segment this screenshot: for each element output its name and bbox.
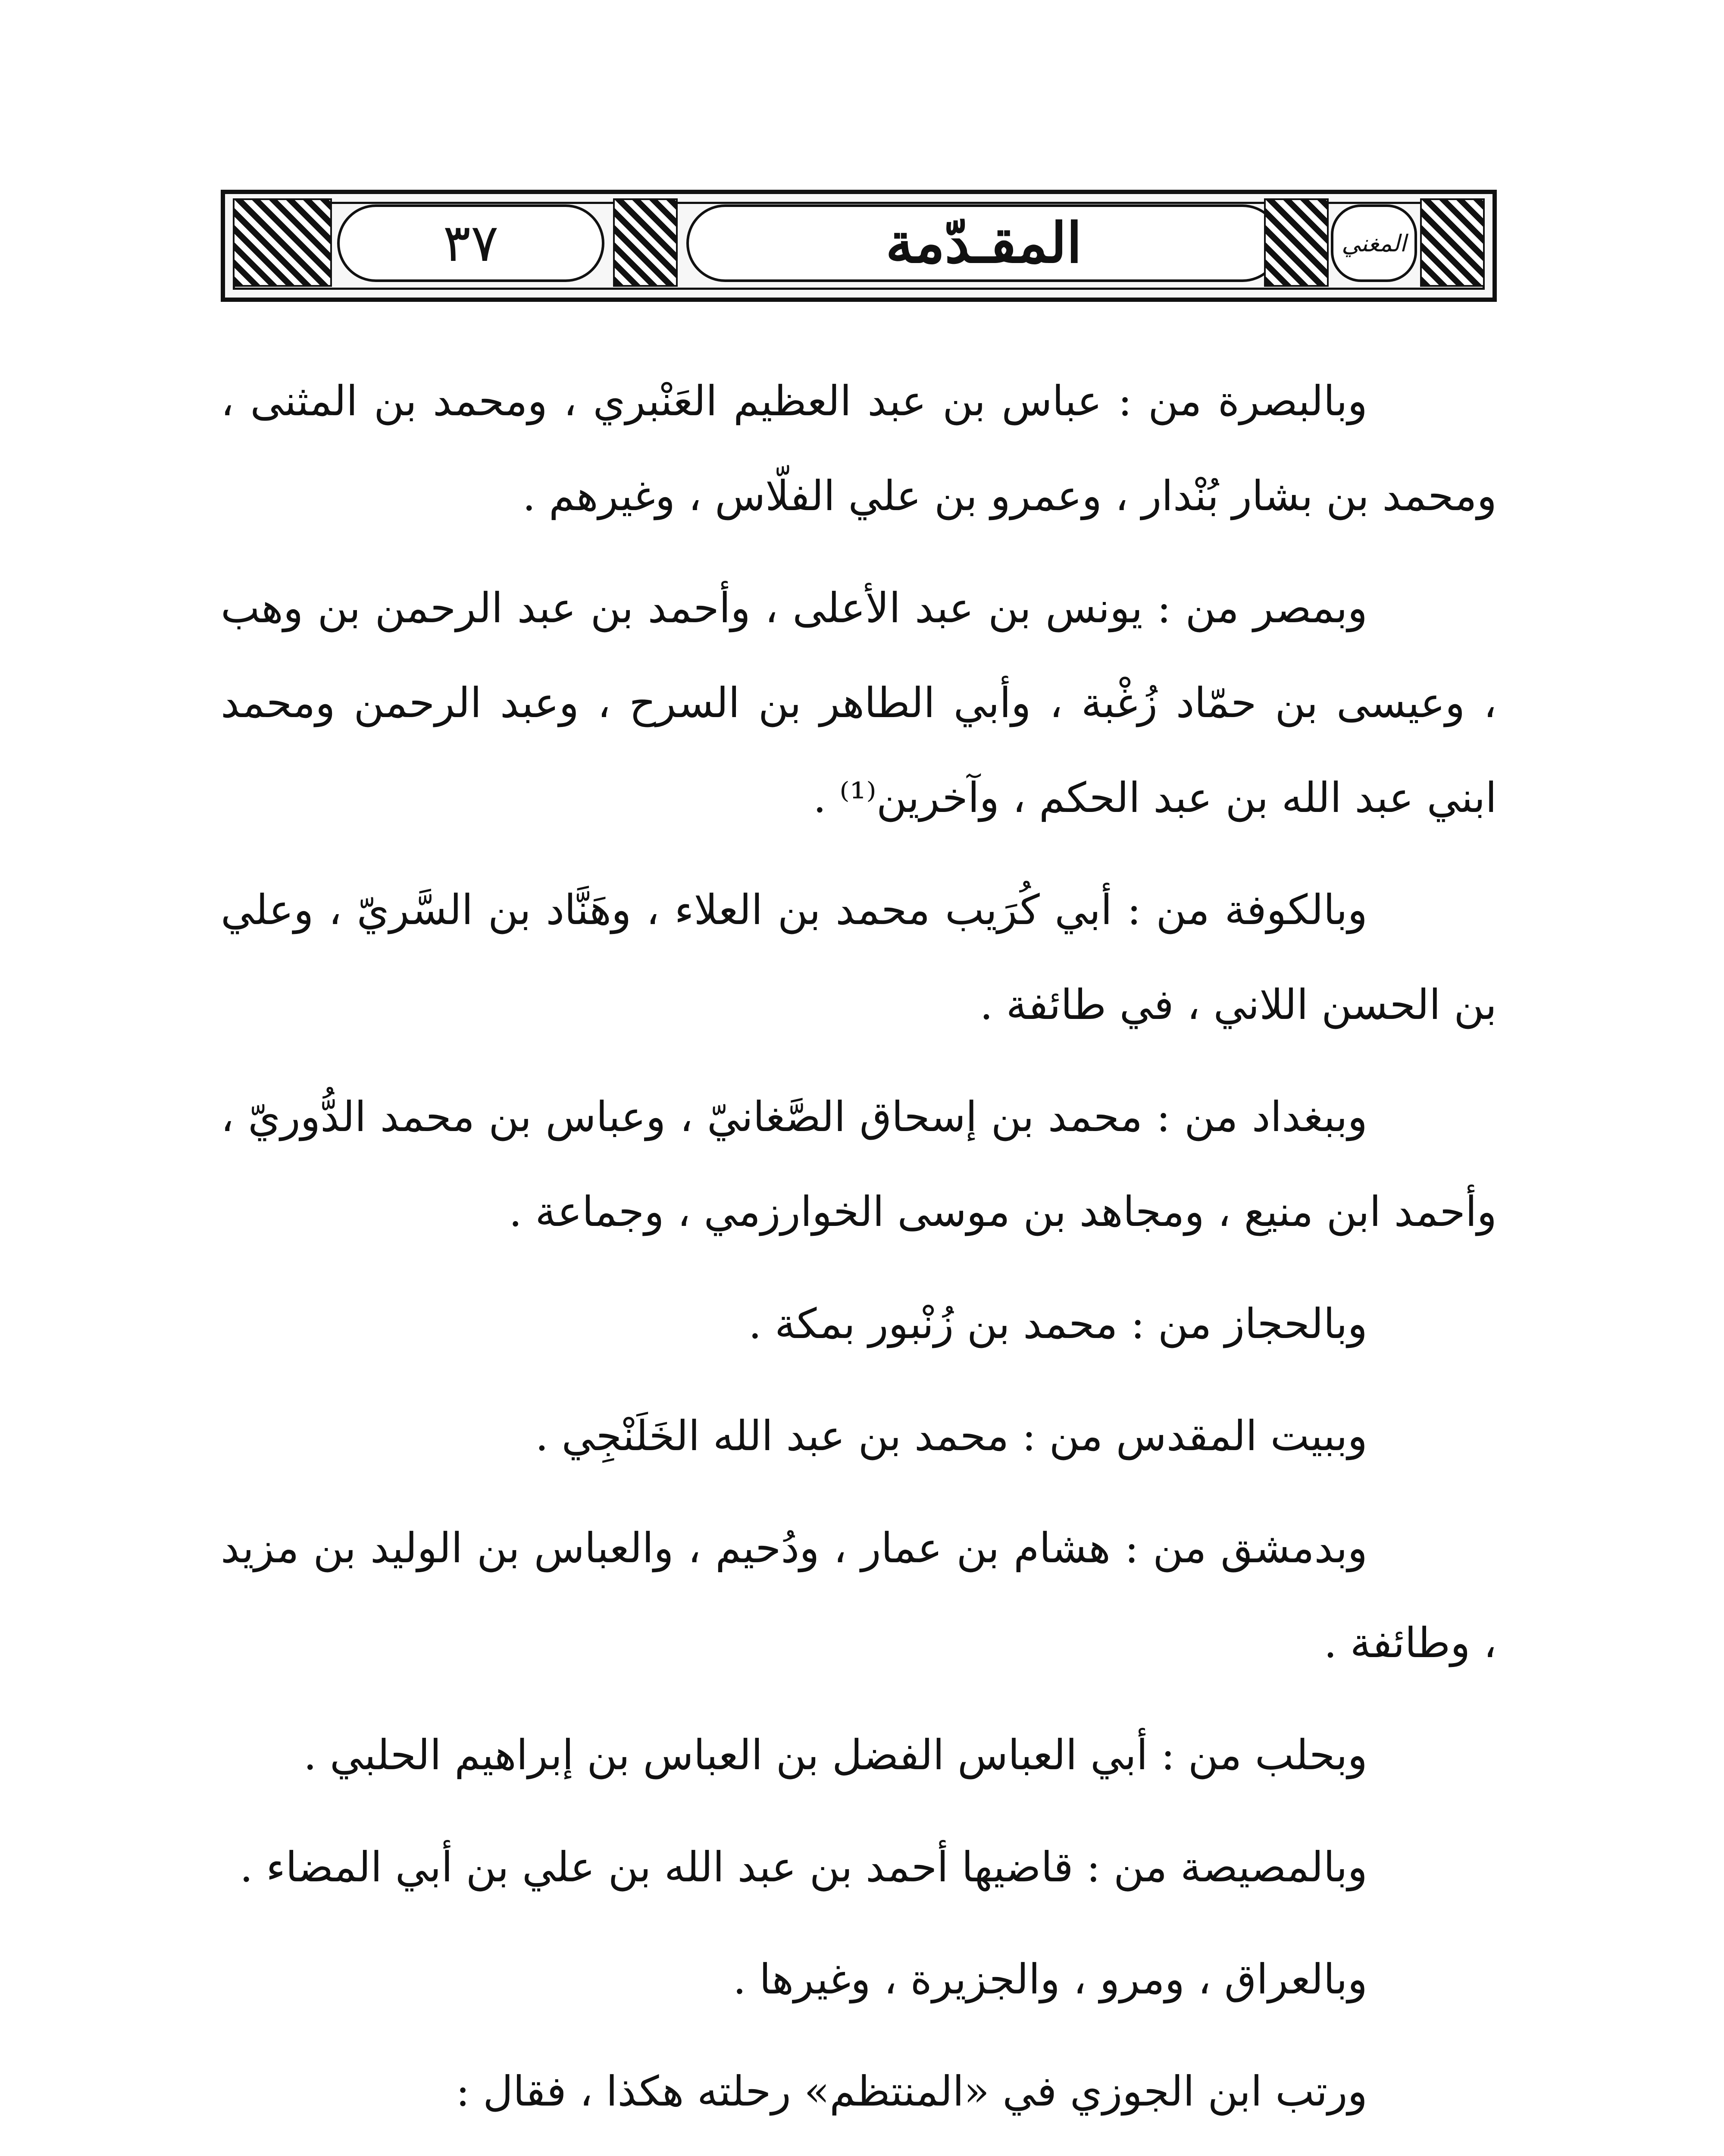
header-ornament xyxy=(1420,198,1485,287)
paragraph-basra: وبالبصرة من : عباس بن عبد العظيم العَنْبري ، ومحمد بن المثنى ، ومحمد بن بشار بُنْدار ، وعمرو بن علي الفلّاس ، وغيرهم . xyxy=(221,377,1497,520)
running-title-cartouche xyxy=(686,204,1281,282)
page-number: ٣٧ xyxy=(443,213,499,273)
paragraph-massisa: وبالمصيصة من : قاضيها أحمد بن عبد الله بن علي بن أبي المضاء . xyxy=(240,1843,1367,1891)
logo-cartouche xyxy=(1331,204,1417,282)
book-logo: المغني xyxy=(1341,229,1407,257)
running-title: المقـدّمة xyxy=(885,211,1082,276)
paragraph-iraq: وبالعراق ، ومرو ، والجزيرة ، وغيرها . xyxy=(733,1955,1367,2003)
paragraph-damascus: وبدمشق من : هشام بن عمار ، ودُحيم ، والعباس بن الوليد بن مزيد ، وطائفة . xyxy=(221,1524,1497,1667)
paragraph-jerusalem: وببيت المقدس من : محمد بن عبد الله الخَلَنْجِي . xyxy=(535,1412,1367,1460)
paragraph-ibn-jawzi: ورتب ابن الجوزي في «المنتظم» رحلته هكذا ، فقال : xyxy=(456,2067,1367,2115)
header-ornament xyxy=(613,198,678,287)
main-text xyxy=(221,354,1497,2156)
paragraph-baghdad: وببغداد من : محمد بن إسحاق الصَّغانيّ ، وعباس بن محمد الدُّوريّ ، وأحمد ابن منيع ، ومجاهد بن موسى الخوارزمي ، وجماعة . xyxy=(221,1093,1497,1236)
header-ornament xyxy=(1264,198,1329,287)
page-header xyxy=(221,190,1497,302)
paragraph-egypt: وبمصر من : يونس بن عبد الأعلى ، وأحمد بن عبد الرحمن بن وهب ، وعيسى بن حمّاد زُغْبة ، وأبي الطاهر بن السرح ، وعبد الرحمن ومحمد ابني عبد الله بن عبد الحكم ، وآخرين⁽¹⁾ . xyxy=(221,584,1497,822)
paragraph-hijaz: وبالحجاز من : محمد بن زُنْبور بمكة . xyxy=(748,1300,1367,1348)
header-ornament xyxy=(233,198,332,287)
page-number-cartouche xyxy=(337,204,604,282)
paragraph-kufa: وبالكوفة من : أبي كُرَيب محمد بن العلاء ، وهَنَّاد بن السَّريّ ، وعلي بن الحسن اللاني ، في طائفة . xyxy=(221,886,1497,1029)
paragraph-aleppo: وبحلب من : أبي العباس الفضل بن العباس بن إبراهيم الحلبي . xyxy=(303,1731,1367,1779)
